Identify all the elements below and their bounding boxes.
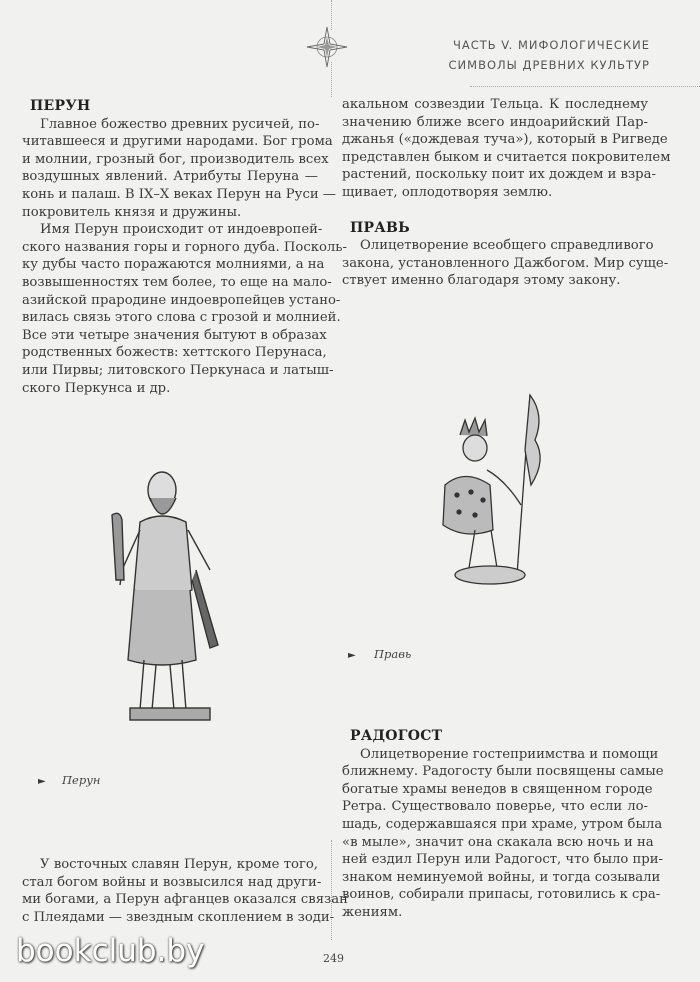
prav-illustration xyxy=(435,390,555,590)
text-line: стал богом войны и возвысился над други- xyxy=(22,874,322,890)
text-line: ского названия горы и горного дуба. Посколь- xyxy=(22,239,347,255)
text-line: конь и палаш. В IX–X веках Перун на Руси — xyxy=(22,186,336,202)
text-line: родственных божеств: хеттского Перунаса, xyxy=(22,345,327,361)
text-line: возвышенностях тем более, то еще на мало- xyxy=(22,274,332,290)
header-line-2: СИМВОЛЫ ДРЕВНИХ КУЛЬТУР xyxy=(448,58,650,72)
text-line: Главное божество древних русичей, по- xyxy=(40,116,320,132)
column-divider-bottom xyxy=(331,840,332,940)
text-line: жениям. xyxy=(342,904,403,920)
text-line: джанья («дождевая туча»), который в Ригведе xyxy=(342,132,668,148)
perun-paragraph-1 xyxy=(22,116,336,222)
section-title-prav: ПРАВЬ xyxy=(350,219,411,236)
text-line: воинов, собирали припасы, готовились к сра- xyxy=(342,887,661,903)
text-line: ствует именно благодаря этому закону. xyxy=(342,273,621,289)
page-number: 249 xyxy=(323,952,344,965)
text-line: шадь, содержавшаяся при храме, утром была xyxy=(342,816,663,832)
header-rule xyxy=(470,86,700,87)
perun-illustration xyxy=(100,460,230,725)
text-line: азийской прародине индоевропейцев устано- xyxy=(22,292,341,308)
text-line: вилась связь этого слова с грозой и молнией. xyxy=(22,310,341,326)
text-line: читавшееся и другими народами. Бог грома xyxy=(22,134,333,150)
text-line: с Плеядами — звездным скоплением в зоди- xyxy=(22,909,335,925)
text-line: ку дубы часто поражаются молниями, а на xyxy=(22,257,325,273)
text-line: «в мыле», значит она скакала всю ночь и на xyxy=(342,834,654,850)
text-line: ского Перкунса и др. xyxy=(22,380,171,396)
text-line: У восточных славян Перун, кроме того, xyxy=(40,857,318,872)
text-line: Имя Перун происходит от индоевропей- xyxy=(40,222,323,238)
watermark: bookclub.by xyxy=(16,933,205,969)
text-line: Олицетворение гостеприимства и помощи xyxy=(360,746,659,762)
section-title-perun: ПЕРУН xyxy=(30,98,91,114)
text-line: ней ездил Перун или Радогост, что было при- xyxy=(342,852,663,868)
compass-rose-icon xyxy=(305,25,349,69)
text-line: представлен быком и считается покровителем xyxy=(342,149,671,165)
caption-arrow-icon: ► xyxy=(348,650,356,661)
text-line: и молнии, грозный бог, производитель всех xyxy=(22,151,329,167)
text-line: ми богами, а Перун афганцев оказался связан xyxy=(22,892,348,908)
caption-arrow-icon: ► xyxy=(38,776,46,787)
text-line: растений, поскольку поит их дождем и взра- xyxy=(342,167,656,183)
text-line: значению ближе всего индоарийский Пар- xyxy=(342,114,648,130)
perun-paragraph-3 xyxy=(22,856,348,926)
text-line: или Пирвы; литовского Перкунаса и латыш- xyxy=(22,362,334,378)
running-header xyxy=(449,35,650,75)
perun-paragraph-2 xyxy=(22,221,347,397)
text-line: богатые храмы венедов в священном городе xyxy=(342,781,653,797)
text-line: знаком неминуемой войны, и тогда созывали xyxy=(342,869,661,885)
text-line: Олицетворение всеобщего справедливого xyxy=(360,238,654,254)
right-column-bottom xyxy=(342,728,664,922)
text-line: Все эти четыре значения бытуют в образах xyxy=(22,327,327,343)
text-line: закона, установленного Дажбогом. Мир суще- xyxy=(342,255,669,271)
text-line: акальном созвездии Тельца. К последнему xyxy=(342,97,648,112)
text-line: ближнему. Радогосту были посвящены самые xyxy=(342,764,664,780)
caption-prav: Правь xyxy=(374,647,412,661)
right-column-top xyxy=(342,96,671,290)
left-column xyxy=(22,98,347,397)
caption-perun: Перун xyxy=(62,773,101,787)
text-line: Ретра. Существовало поверье, что если ло- xyxy=(342,799,648,815)
text-line: щивает, оплодотворяя землю. xyxy=(342,184,553,200)
section-title-radogost: РАДОГОСТ xyxy=(350,728,443,744)
text-line: воздушных явлений. Атрибуты Перуна — xyxy=(22,169,318,185)
text-line: покровитель князя и дружины. xyxy=(22,204,242,220)
header-line-1: ЧАСТЬ V. МИФОЛОГИЧЕСКИЕ xyxy=(452,38,650,52)
